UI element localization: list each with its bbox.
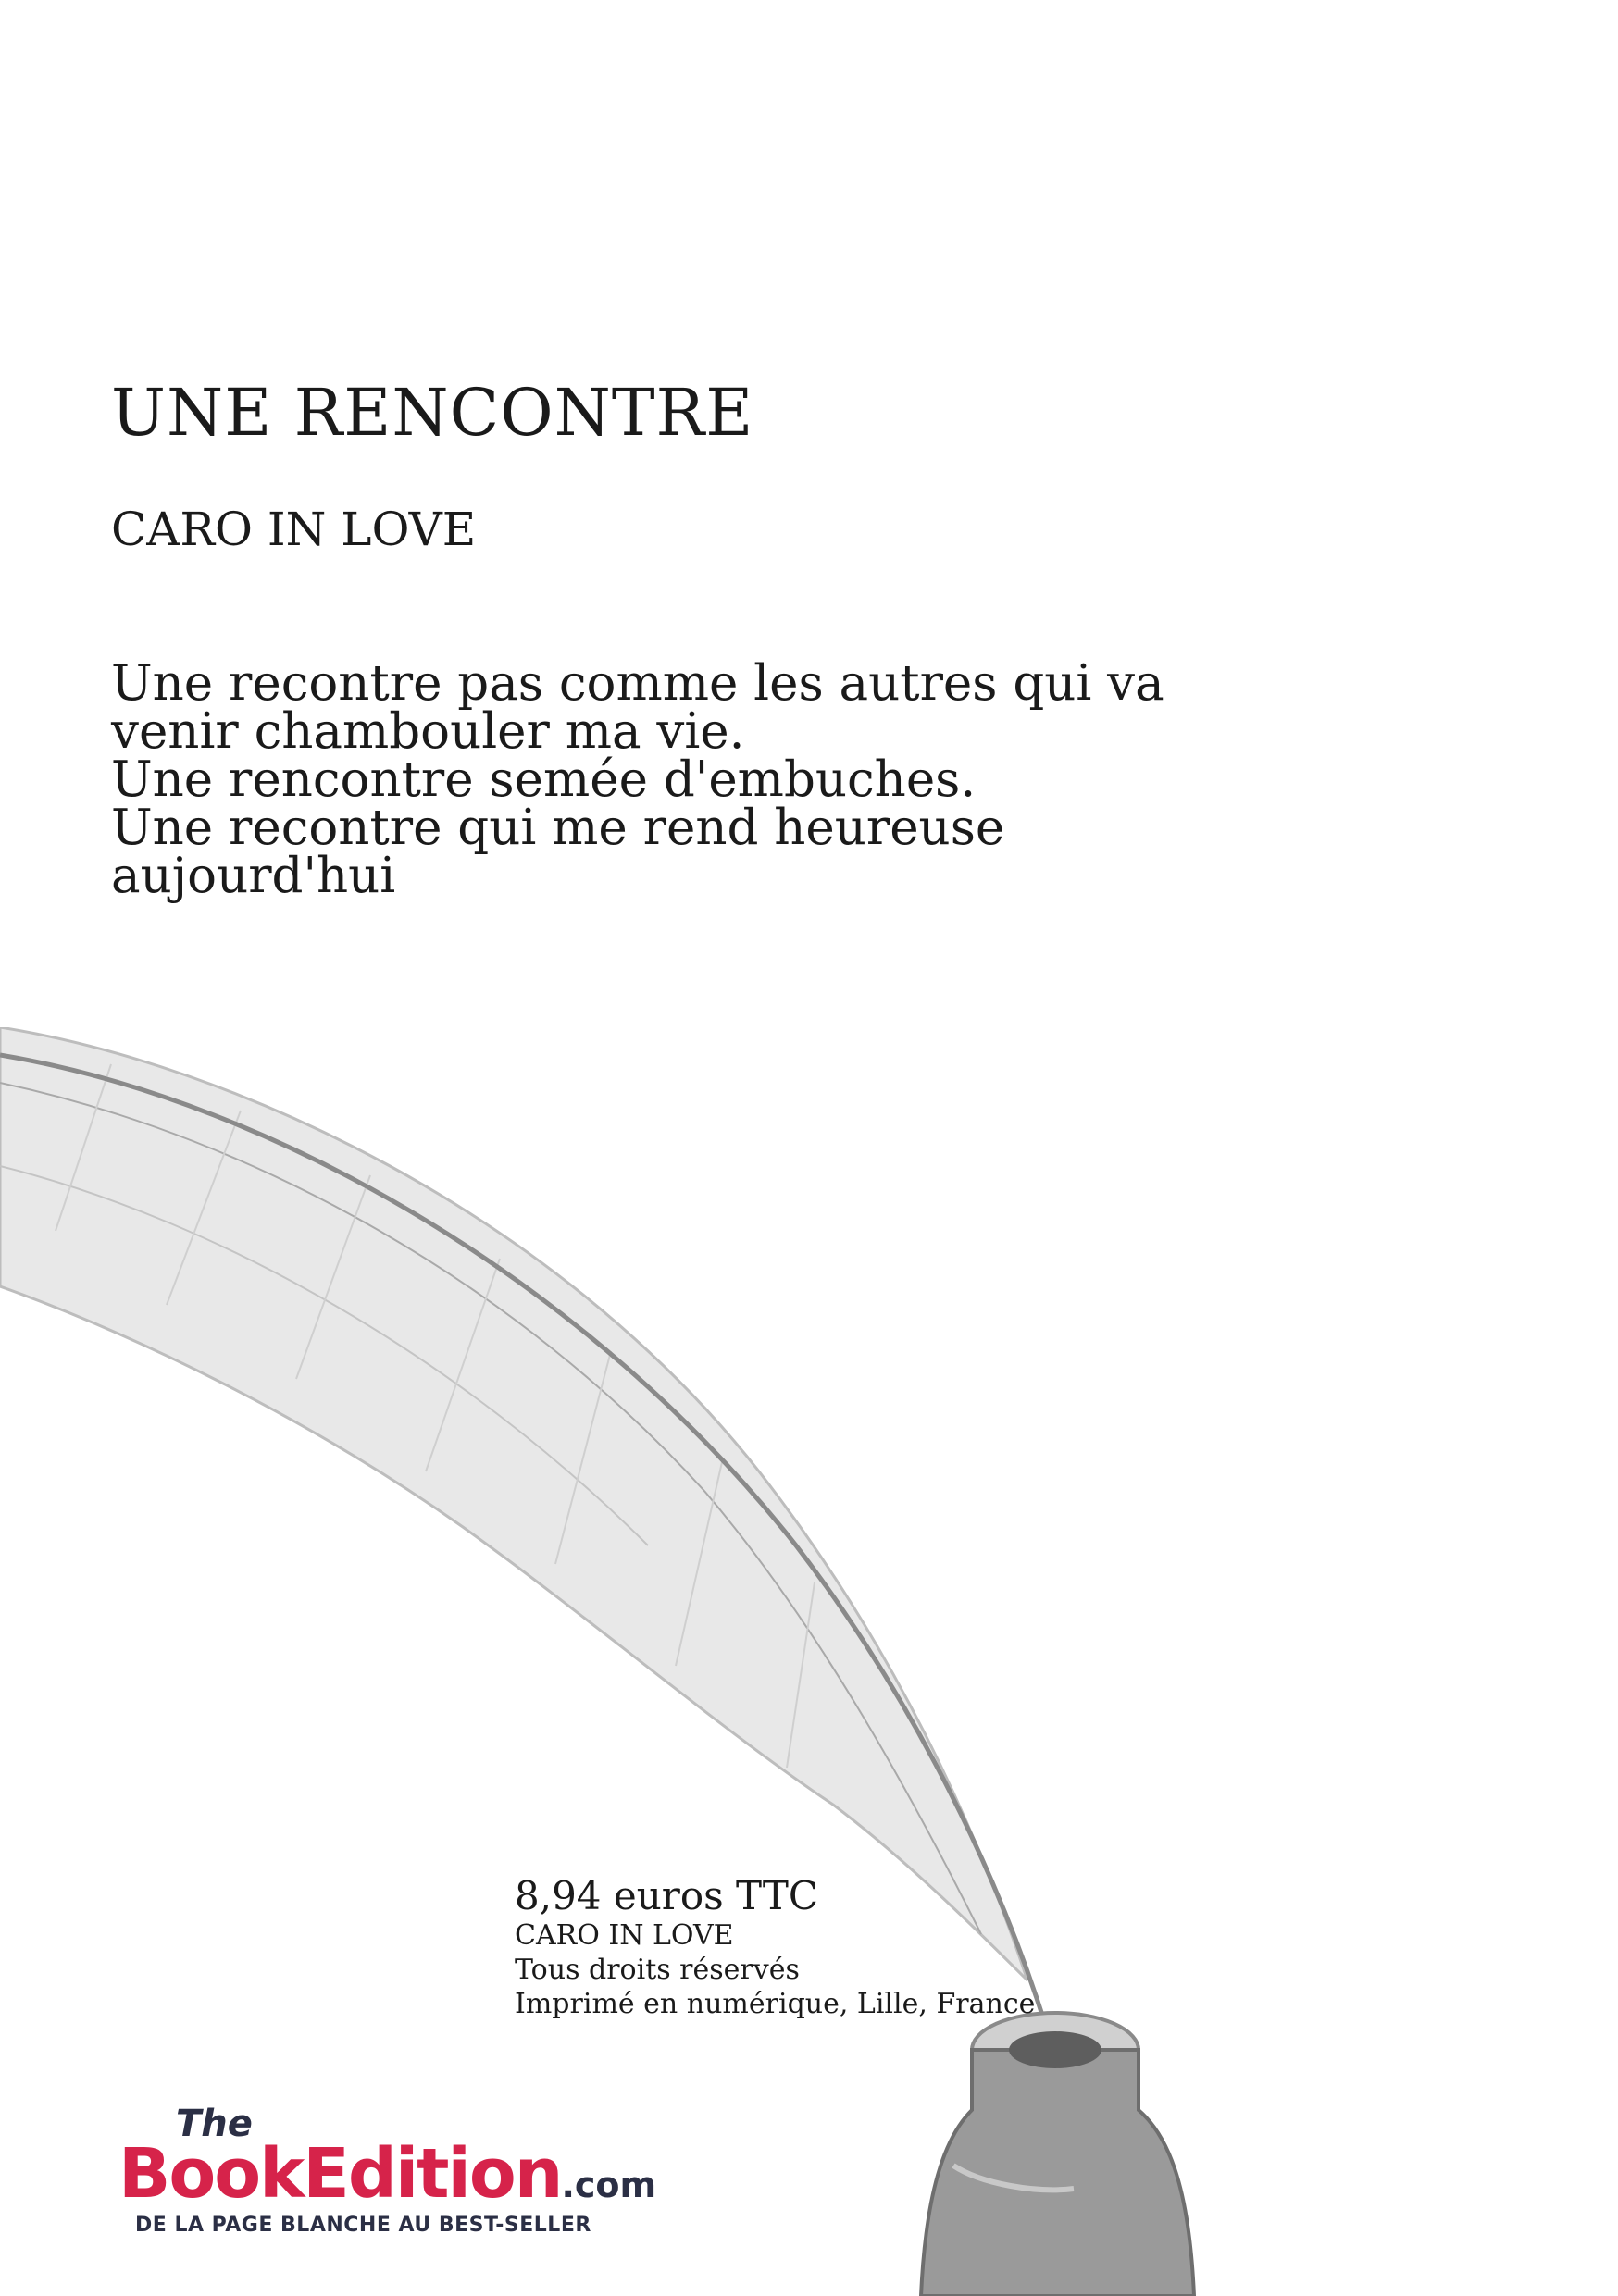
- blurb-line: Une recontre qui me rend heureuse: [111, 800, 1005, 856]
- book-author: CARO IN LOVE: [111, 503, 477, 556]
- logo-the: The: [176, 2103, 253, 2145]
- publisher-logo: [118, 2103, 692, 2241]
- logo-tagline: DE LA PAGE BLANCHE AU BEST-SELLER: [135, 2214, 591, 2237]
- price-label: 8,94 euros TTC: [515, 1873, 818, 1918]
- blurb-line: venir chambouler ma vie.: [111, 703, 745, 760]
- imprint-block: [515, 1874, 1035, 2021]
- imprint-author: CARO IN LOVE: [515, 1919, 734, 1952]
- rights-notice: Tous droits réservés: [515, 1954, 800, 1986]
- logo-wordmark: [118, 2134, 656, 2214]
- blurb-line: Une rencontre semée d'embuches.: [111, 751, 977, 808]
- blurb-line: aujourd'hui: [111, 848, 396, 904]
- blurb-line: Une recontre pas comme les autres qui va: [111, 655, 1164, 712]
- logo-domain: .com: [561, 2165, 657, 2205]
- logo-brand: BookEdition: [118, 2134, 562, 2214]
- book-blurb: [111, 655, 1222, 904]
- book-title: UNE RENCONTRE: [111, 375, 754, 451]
- printing-notice: Imprimé en numérique, Lille, France: [515, 1988, 1036, 2020]
